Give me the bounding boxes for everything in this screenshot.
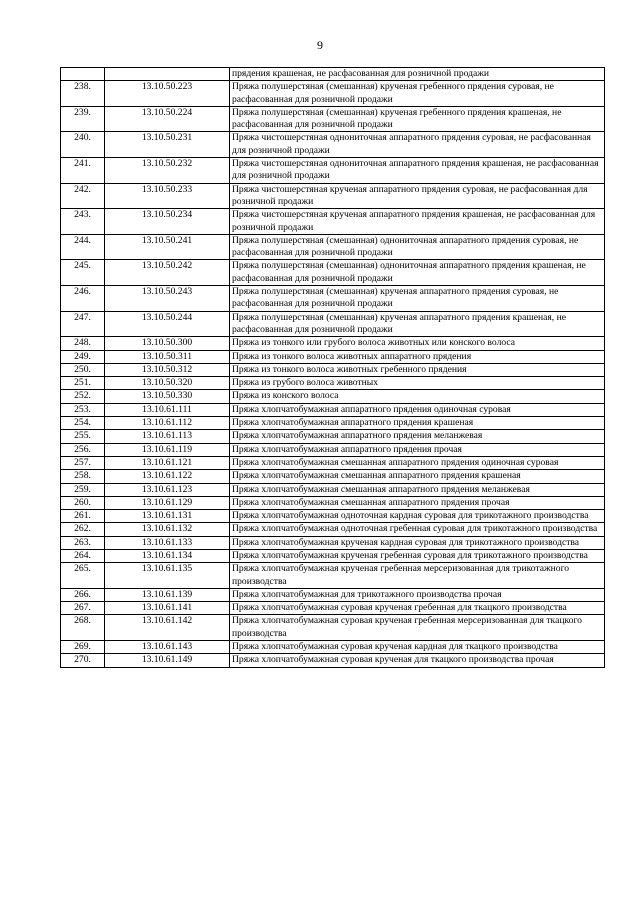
table-row — [61, 311, 605, 337]
table-row — [61, 132, 605, 158]
row-name-cell: Пряжа из тонкого волоса животных аппаратного прядения — [230, 350, 605, 363]
row-code-cell: 13.10.50.241 — [105, 234, 230, 260]
row-name-cell: Пряжа хлопчатобумажная аппаратного прядения крашеная — [230, 417, 605, 430]
row-number-cell: 259. — [61, 483, 105, 496]
row-number-cell: 265. — [61, 563, 105, 589]
table-row — [61, 496, 605, 509]
page-number: 9 — [317, 38, 323, 52]
table-row — [61, 470, 605, 483]
table-row — [61, 337, 605, 350]
row-code-cell: 13.10.61.123 — [105, 483, 230, 496]
row-name-cell: Пряжа чистошерстяная однониточная аппаратного прядения крашеная, не расфасованная для розничной продажи — [230, 158, 605, 184]
row-name-cell: Пряжа хлопчатобумажная смешанная аппаратного прядения крашеная — [230, 470, 605, 483]
row-name-cell: Пряжа хлопчатобумажная одноточная кардная суровая для трикотажного производства — [230, 510, 605, 523]
table-row — [61, 377, 605, 390]
table-row — [61, 510, 605, 523]
row-number-cell: 240. — [61, 132, 105, 158]
row-code-cell: 13.10.61.131 — [105, 510, 230, 523]
row-code-cell: 13.10.50.311 — [105, 350, 230, 363]
row-name-cell: Пряжа хлопчатобумажная крученая гребенная мерсеризованная для трикотажного производства — [230, 563, 605, 589]
row-name-cell: Пряжа хлопчатобумажная крученая кардная суровая для трикотажного производства — [230, 536, 605, 549]
row-code-cell: 13.10.50.320 — [105, 377, 230, 390]
row-number-cell: 247. — [61, 311, 105, 337]
row-name-cell: Пряжа из тонкого волоса животных гребенного прядения — [230, 363, 605, 376]
table-row — [61, 350, 605, 363]
row-number-cell: 250. — [61, 363, 105, 376]
table-row — [61, 286, 605, 312]
table-row — [61, 81, 605, 107]
row-code-cell: 13.10.61.134 — [105, 549, 230, 562]
row-code-cell: 13.10.61.132 — [105, 523, 230, 536]
row-code-cell — [105, 68, 230, 81]
row-number-cell: 243. — [61, 209, 105, 235]
row-code-cell: 13.10.50.231 — [105, 132, 230, 158]
row-number-cell: 258. — [61, 470, 105, 483]
row-number-cell: 257. — [61, 456, 105, 469]
row-code-cell: 13.10.61.122 — [105, 470, 230, 483]
table-row — [61, 615, 605, 641]
row-number-cell: 249. — [61, 350, 105, 363]
row-code-cell: 13.10.61.135 — [105, 563, 230, 589]
row-number-cell: 245. — [61, 260, 105, 286]
row-code-cell: 13.10.61.143 — [105, 641, 230, 654]
table-row — [61, 390, 605, 403]
row-number-cell: 270. — [61, 654, 105, 667]
row-name-cell: Пряжа чистошерстяная крученая аппаратного прядения суровая, не расфасованная для розничной продажи — [230, 183, 605, 209]
row-code-cell: 13.10.50.232 — [105, 158, 230, 184]
table-row — [61, 483, 605, 496]
row-name-cell: Пряжа из грубого волоса животных — [230, 377, 605, 390]
row-code-cell: 13.10.61.142 — [105, 615, 230, 641]
table-body — [61, 68, 605, 668]
row-name-cell: Пряжа чистошерстяная однониточная аппаратного прядения суровая, не расфасованная для розничной продажи — [230, 132, 605, 158]
row-code-cell: 13.10.50.244 — [105, 311, 230, 337]
row-code-cell: 13.10.61.121 — [105, 456, 230, 469]
row-name-cell: Пряжа из тонкого или грубого волоса животных или конского волоса — [230, 337, 605, 350]
row-name-cell: Пряжа полушерстяная (смешанная) крученая гребенного прядения суровая, не расфасованная для розничной продажи — [230, 81, 605, 107]
table-row — [61, 417, 605, 430]
row-code-cell: 13.10.61.112 — [105, 417, 230, 430]
table-row — [61, 523, 605, 536]
table-row — [61, 654, 605, 667]
row-number-cell: 264. — [61, 549, 105, 562]
row-name-cell: Пряжа хлопчатобумажная аппаратного прядения прочая — [230, 443, 605, 456]
row-number-cell: 244. — [61, 234, 105, 260]
row-code-cell: 13.10.50.234 — [105, 209, 230, 235]
row-number-cell: 241. — [61, 158, 105, 184]
row-number-cell: 253. — [61, 403, 105, 416]
table-row — [61, 549, 605, 562]
table-row — [61, 68, 605, 81]
row-code-cell: 13.10.50.223 — [105, 81, 230, 107]
table-row — [61, 158, 605, 184]
table-row — [61, 403, 605, 416]
row-code-cell: 13.10.61.133 — [105, 536, 230, 549]
row-code-cell: 13.10.50.233 — [105, 183, 230, 209]
table-row — [61, 456, 605, 469]
row-name-cell: Пряжа хлопчатобумажная смешанная аппаратного прядения меланжевая — [230, 483, 605, 496]
row-name-cell: Пряжа хлопчатобумажная крученая гребенная суровая для трикотажного производства — [230, 549, 605, 562]
row-number-cell: 251. — [61, 377, 105, 390]
row-name-cell: Пряжа полушерстяная (смешанная) крученая гребенного прядения крашеная, не расфасованная для розничной продажи — [230, 106, 605, 132]
row-name-cell: Пряжа хлопчатобумажная смешанная аппаратного прядения прочая — [230, 496, 605, 509]
table-row — [61, 641, 605, 654]
row-name-cell: Пряжа из конского волоса — [230, 390, 605, 403]
row-name-cell: Пряжа хлопчатобумажная аппаратного прядения меланжевая — [230, 430, 605, 443]
row-name-cell: Пряжа полушерстяная (смешанная) однониточная аппаратного прядения крашеная, не расфасованная для розничной продажи — [230, 260, 605, 286]
row-code-cell: 13.10.61.139 — [105, 588, 230, 601]
row-code-cell: 13.10.50.243 — [105, 286, 230, 312]
row-number-cell: 256. — [61, 443, 105, 456]
row-code-cell: 13.10.61.119 — [105, 443, 230, 456]
row-name-cell: Пряжа хлопчатобумажная суровая крученая кардная для ткацкого производства — [230, 641, 605, 654]
row-name-cell: Пряжа полушерстяная (смешанная) крученая аппаратного прядения крашеная, не расфасованная для розничной продажи — [230, 311, 605, 337]
row-code-cell: 13.10.61.111 — [105, 403, 230, 416]
table-row — [61, 106, 605, 132]
row-number-cell — [61, 68, 105, 81]
table-row — [61, 209, 605, 235]
table-row — [61, 563, 605, 589]
row-code-cell: 13.10.61.141 — [105, 602, 230, 615]
row-name-cell: Пряжа хлопчатобумажная суровая крученая гребенная для ткацкого производства — [230, 602, 605, 615]
row-number-cell: 268. — [61, 615, 105, 641]
table-row — [61, 443, 605, 456]
table-row — [61, 234, 605, 260]
table-row — [61, 260, 605, 286]
row-number-cell: 239. — [61, 106, 105, 132]
row-name-cell: Пряжа хлопчатобумажная одноточная гребенная суровая для трикотажного производства — [230, 523, 605, 536]
row-number-cell: 266. — [61, 588, 105, 601]
row-code-cell: 13.10.61.129 — [105, 496, 230, 509]
row-number-cell: 252. — [61, 390, 105, 403]
row-name-cell: Пряжа хлопчатобумажная суровая крученая гребенная мерсеризованная для ткацкого производства — [230, 615, 605, 641]
row-name-cell: Пряжа хлопчатобумажная для трикотажного производства прочая — [230, 588, 605, 601]
row-name-cell: Пряжа хлопчатобумажная суровая крученая для ткацкого производства прочая — [230, 654, 605, 667]
row-name-cell: Пряжа полушерстяная (смешанная) однониточная аппаратного прядения суровая, не расфасованная для розничной продажи — [230, 234, 605, 260]
table-row — [61, 183, 605, 209]
row-code-cell: 13.10.50.242 — [105, 260, 230, 286]
table-row — [61, 588, 605, 601]
row-code-cell: 13.10.50.300 — [105, 337, 230, 350]
row-code-cell: 13.10.50.330 — [105, 390, 230, 403]
row-number-cell: 246. — [61, 286, 105, 312]
table-row — [61, 602, 605, 615]
product-code-table — [60, 67, 605, 668]
row-code-cell: 13.10.61.113 — [105, 430, 230, 443]
table-row — [61, 363, 605, 376]
row-number-cell: 261. — [61, 510, 105, 523]
row-number-cell: 248. — [61, 337, 105, 350]
row-number-cell: 242. — [61, 183, 105, 209]
row-name-cell: Пряжа полушерстяная (смешанная) крученая аппаратного прядения суровая, не расфасованная для розничной продажи — [230, 286, 605, 312]
table-row — [61, 430, 605, 443]
row-number-cell: 255. — [61, 430, 105, 443]
row-name-cell: Пряжа хлопчатобумажная аппаратного прядения одиночная суровая — [230, 403, 605, 416]
row-number-cell: 238. — [61, 81, 105, 107]
row-code-cell: 13.10.50.312 — [105, 363, 230, 376]
row-name-cell: Пряжа хлопчатобумажная смешанная аппаратного прядения одиночная суровая — [230, 456, 605, 469]
row-number-cell: 254. — [61, 417, 105, 430]
row-number-cell: 269. — [61, 641, 105, 654]
row-number-cell: 263. — [61, 536, 105, 549]
row-number-cell: 267. — [61, 602, 105, 615]
table-row — [61, 536, 605, 549]
row-number-cell: 260. — [61, 496, 105, 509]
row-number-cell: 262. — [61, 523, 105, 536]
row-code-cell: 13.10.50.224 — [105, 106, 230, 132]
row-name-cell: Пряжа чистошерстяная крученая аппаратного прядения крашеная, не расфасованная для розничной продажи — [230, 209, 605, 235]
row-code-cell: 13.10.61.149 — [105, 654, 230, 667]
row-name-cell: прядения крашеная, не расфасованная для розничной продажи — [230, 68, 605, 81]
